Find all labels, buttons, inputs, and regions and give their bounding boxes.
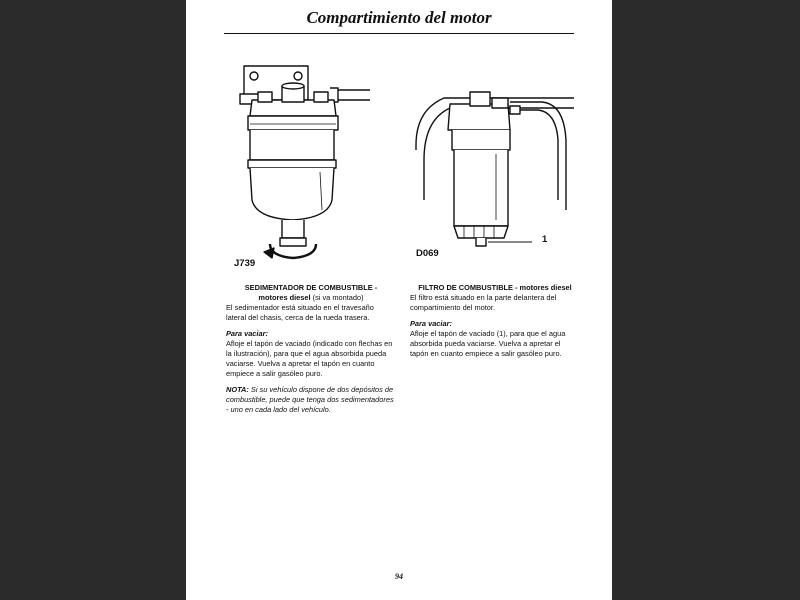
sedimenter-section bbox=[226, 283, 396, 415]
right-figure-code: D069 bbox=[416, 248, 439, 259]
sedimenter-note bbox=[226, 385, 396, 415]
fuel-filter-title: FILTRO DE COMBUSTIBLE - motores diesel bbox=[418, 283, 572, 292]
manual-page bbox=[186, 0, 612, 600]
drain-plug-callout: 1 bbox=[542, 234, 548, 245]
fuel-filter-section bbox=[410, 283, 580, 359]
header-rule bbox=[224, 33, 574, 34]
sedimenter-title-line1: SEDIMENTADOR DE COMBUSTIBLE - bbox=[244, 283, 378, 292]
sedimenter-drain-text: Afloje el tapón de vaciado (indicado con flechas en la ilustración), para que el agua absorbida pueda vaciarse. Vuelva a apretar el tapón en cuanto empiece a salir gasóleo puro. bbox=[226, 339, 393, 378]
left-figure-code: J739 bbox=[234, 258, 256, 269]
sedimenter-title-line2: motores diesel bbox=[258, 293, 311, 302]
fuel-filter-intro: El filtro está situado en la parte delantera del compartimiento del motor. bbox=[410, 293, 557, 312]
note-text: Si su vehículo dispone de dos depósitos de combustible, puede que tenga dos sedimentadores - uno en cada lado del vehículo. bbox=[226, 385, 394, 414]
sedimenter-title bbox=[226, 283, 396, 303]
fuel-filter-drain-heading: Para vaciar: bbox=[410, 319, 452, 328]
page-number: 94 bbox=[395, 572, 403, 581]
fuel-filter-drain-text: Afloje el tapón de vaciado (1), para que el agua absorbida pueda vaciarse. Vuelva a apretar el tapón en cuanto empiece a salir gasóleo puro. bbox=[410, 329, 566, 358]
sedimenter-title-qualifier: (si va montado) bbox=[310, 293, 364, 302]
note-label: NOTA: bbox=[226, 385, 249, 394]
fuel-filter-illustration bbox=[414, 80, 574, 255]
sedimenter-illustration bbox=[230, 60, 370, 265]
sedimenter-intro: El sedimentador está situado en el travesaño lateral del chasis, cerca de la rueda trasera. bbox=[226, 303, 374, 322]
page-title: Compartimiento del motor bbox=[306, 8, 492, 27]
sedimenter-drain-heading: Para vaciar: bbox=[226, 329, 268, 338]
